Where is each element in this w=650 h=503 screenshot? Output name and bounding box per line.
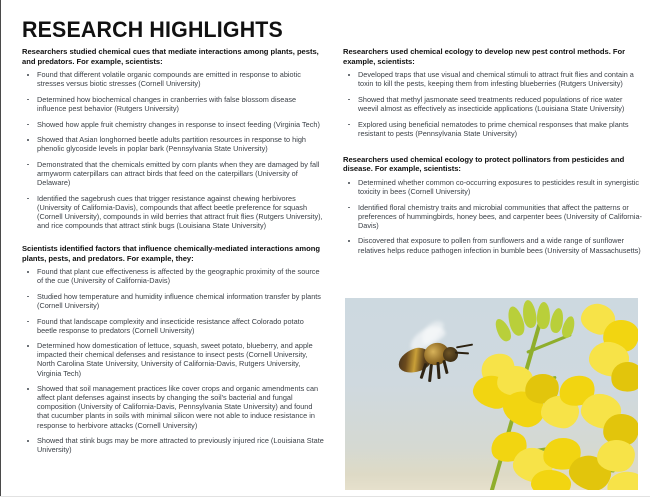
list-item [22, 70, 324, 88]
flower-bud [537, 302, 551, 329]
bullet-dash-icon [348, 74, 350, 76]
list-item-text: Demonstrated that the chemicals emitted by corn plants when they are damaged by fall armyworm caterpillars can attract birds that feed on the caterpillars (University of Delaware) [37, 159, 320, 188]
section-heading: Scientists identified factors that influence chemically-mediated interactions among plants, pests, and predators. For example, they: [22, 244, 320, 263]
section-heading: Researchers used chemical ecology to develop new pest control methods. For example, scientists: [343, 47, 626, 66]
list-item-text: Studied how temperature and humidity influence chemical information transfer by plants (Cornell University) [37, 291, 321, 310]
list-item-text: Showed that Asian longhorned beetle adults partition resources in response to high phenolic glycoside levels in poplar bark (Pennsylvania State University) [37, 135, 306, 154]
section-pollinator-protection [343, 155, 643, 255]
right-column [343, 47, 643, 255]
bullet-dash-icon [27, 321, 29, 323]
honey-bee [398, 331, 476, 391]
bee-leg [442, 360, 448, 374]
bullet-dash-icon [348, 207, 350, 209]
bullet-dash-icon [27, 440, 29, 442]
list-item [22, 292, 324, 310]
list-item [343, 70, 643, 88]
list-item [22, 120, 324, 129]
bee-leg [428, 364, 433, 382]
list-item [22, 267, 324, 285]
list-item [22, 317, 324, 335]
list-item-text: Found that landscape complexity and insecticide resistance affect Colorado potato beetle response to predators (Cornell University) [37, 316, 304, 335]
list-item-text: Identified floral chemistry traits and microbial communities that affect the patterns or preferences of hummingbirds, honey bees, and carpenter bees (University of California-Davis) [358, 202, 642, 230]
bullet-dash-icon [27, 296, 29, 298]
list-item [22, 341, 324, 377]
left-column [22, 47, 324, 454]
bullet-dash-icon [348, 99, 350, 101]
list-item [343, 203, 643, 230]
list-item [343, 178, 643, 196]
list-item [22, 135, 324, 153]
page-bottom-rule [0, 496, 650, 497]
section-heading: Researchers studied chemical cues that mediate interactions among plants, pests, and predators. For example, scientists: [22, 47, 319, 66]
list-item-text: Explored using beneficial nematodes to prime chemical responses that make plants resistant to pests (Pennsylvania State University) [358, 119, 629, 138]
bullet-list [343, 70, 643, 138]
bullet-dash-icon [348, 182, 350, 184]
list-item-text: Determined how domestication of lettuce, squash, sweet potato, blueberry, and apple impacted their chemical defenses and resistance to insect pests (Cornell University, North Carolina State University, University of California-Davis, Rutgers University, Virginia Tech) [37, 341, 313, 378]
list-item [22, 194, 324, 230]
section-pest-control [343, 47, 643, 138]
bullet-dash-icon [348, 240, 350, 242]
bullet-dash-icon [27, 271, 29, 273]
bullet-list [343, 178, 643, 255]
bullet-dash-icon [27, 74, 29, 76]
section-interaction-factors [22, 244, 324, 454]
bullet-dash-icon [27, 198, 29, 200]
list-item-text: Determined how biochemical changes in cranberries with false blossom disease influence pest behavior (Rutgers University) [37, 94, 297, 113]
bullet-dash-icon [27, 139, 29, 141]
list-item-text: Found that plant cue effectiveness is affected by the geographic proximity of the source of the cue (University of California-Davis) [37, 267, 320, 286]
list-item [22, 160, 324, 187]
bullet-dash-icon [348, 124, 350, 126]
list-item [343, 95, 643, 113]
bullet-dash-icon [27, 345, 29, 347]
list-item [22, 384, 324, 429]
bullet-dash-icon [27, 99, 29, 101]
list-item-text: Showed how apple fruit chemistry changes in response to insect feeding (Virginia Tech) [37, 119, 320, 129]
bee-antenna [456, 344, 473, 349]
list-item-text: Determined whether common co-occurring exposures to pesticides result in synergistic toxicity in bees (Cornell University) [358, 177, 640, 197]
bullet-dash-icon [27, 124, 29, 126]
list-item [343, 120, 643, 138]
list-item-text: Showed that methyl jasmonate seed treatments reduced populations of rice water weevil almost as effectively as insecticide applications (Louisiana State University) [358, 94, 625, 113]
section-chemical-cues [22, 47, 324, 230]
bullet-dash-icon [27, 388, 29, 390]
list-item [22, 436, 324, 454]
list-item-text: Showed that stink bugs may be more attracted to previously injured rice (Louisiana State University) [37, 436, 324, 455]
list-item-text: Found that different volatile organic compounds are emitted in response to abiotic stresses versus biotic stresses (Cornell University) [37, 70, 301, 89]
list-item-text: Discovered that exposure to pollen from sunflowers and a wide range of sunflower relatives helps reduce pathogen infection in bumble bees (University of Massachusetts) [358, 236, 641, 255]
photo-canvas [345, 298, 638, 490]
bee-leg [436, 362, 440, 379]
list-item [343, 236, 643, 254]
page-left-edge-rule [0, 0, 1, 497]
list-item-text: Developed traps that use visual and chemical stimuli to attract fruit flies and contain a toxin to kill the pests, keeping them from infesting blueberries (Rutgers University) [358, 70, 634, 89]
list-item-text: Showed that soil management practices like cover crops and organic amendments can affect plant defenses against insects by changing the soil's bacterial and fungal composition (University of California-Davis, Pennsylvania State University) and found that cucumber plants in soils with minimal silicon were not able to induce resistance in response to herbivore attacks (Cornell University) [37, 384, 319, 430]
bullet-list [22, 267, 324, 454]
page-title: RESEARCH HIGHLIGHTS [22, 17, 283, 42]
bullet-dash-icon [27, 164, 29, 166]
section-heading: Researchers used chemical ecology to protect pollinators from pesticides and disease. For example, scientists: [343, 154, 625, 174]
list-item-text: Identified the sagebrush cues that trigger resistance against chewing herbivores (University of California-Davis), compounds that affect beetle preference for squash (Cornell University), compounds in wild berries that attract fruit flies (Rutgers University), and rice compounds that attract stink bugs (Louisiana State University) [37, 193, 323, 230]
bee-photo [345, 298, 638, 490]
bullet-list [22, 70, 324, 230]
list-item [22, 95, 324, 113]
